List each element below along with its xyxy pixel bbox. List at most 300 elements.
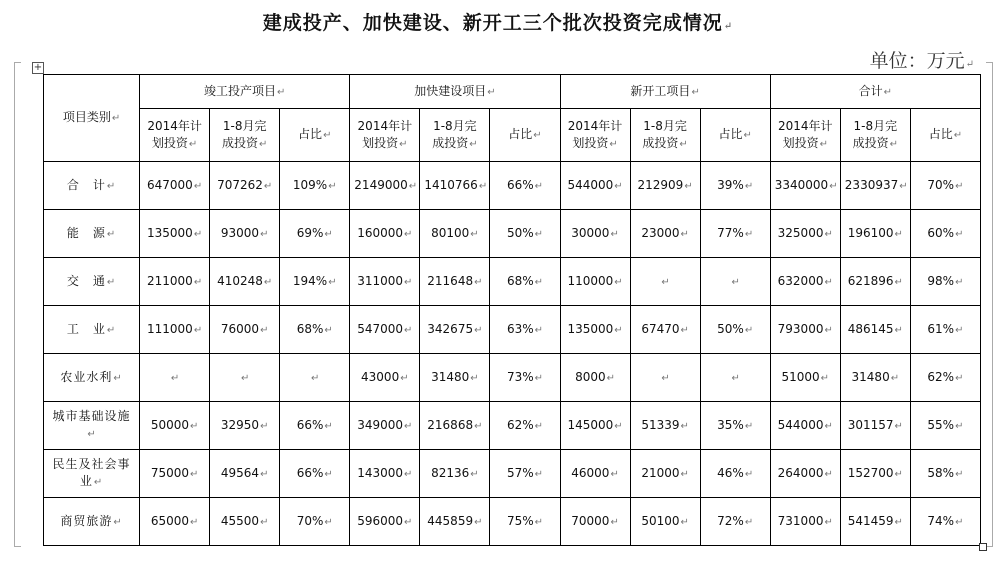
cell-text: 46% (717, 465, 744, 480)
value-cell (490, 354, 560, 402)
value-cell (420, 162, 490, 210)
paragraph-mark: ↵ (680, 516, 689, 528)
paragraph-mark: ↵ (260, 420, 269, 432)
cell-text: 349000 (357, 417, 404, 432)
value-cell (630, 162, 700, 210)
cell-text: 1-8月完 (222, 118, 267, 133)
cell-text: 35% (717, 417, 744, 432)
paragraph-mark: ↵ (829, 180, 838, 192)
paragraph-mark: ↵ (953, 130, 963, 141)
cell-text: 划投资 (782, 135, 819, 150)
paragraph-mark: ↵ (190, 420, 199, 432)
cell-text: 3340000 (774, 177, 829, 192)
cell-text: 211000 (147, 273, 193, 288)
paragraph-mark: ↵ (470, 228, 479, 240)
value-cell (630, 402, 700, 450)
paragraph-mark: ↵ (487, 86, 496, 98)
cell-text: 竣工投产项目 (203, 83, 276, 98)
value-cell (770, 498, 840, 546)
value-cell (700, 210, 770, 258)
paragraph-mark: ↵ (193, 276, 203, 288)
paragraph-mark: ↵ (324, 324, 333, 336)
cell-text: 342675 (427, 321, 474, 336)
cell-text: 69% (296, 225, 324, 240)
paragraph-mark: ↵ (731, 372, 740, 384)
cell-text: 547000 (357, 321, 404, 336)
paragraph-mark: ↵ (534, 516, 543, 528)
paragraph-mark: ↵ (404, 324, 413, 336)
cell-text: 2014年计 (357, 118, 413, 133)
paragraph-mark: ↵ (661, 372, 670, 384)
paragraph-mark: ↵ (324, 516, 333, 528)
paragraph-mark: ↵ (955, 276, 964, 288)
cell-text: 1-8月完 (433, 118, 477, 133)
cell-text: 能 源 (66, 225, 106, 240)
category-header (44, 75, 140, 162)
value-cell (420, 354, 490, 402)
value-cell (560, 450, 630, 498)
value-cell (210, 498, 280, 546)
paragraph-mark: ↵ (679, 138, 688, 150)
cell-text: 264000 (777, 465, 824, 480)
value-cell (910, 306, 980, 354)
table-row (44, 258, 981, 306)
value-cell (770, 258, 840, 306)
cell-text: 成投资 (852, 135, 889, 150)
paragraph-mark: ↵ (534, 468, 543, 480)
value-cell (770, 354, 840, 402)
cell-text: 合计 (858, 83, 883, 98)
paragraph-mark: ↵ (533, 130, 542, 141)
cell-text: 项目类别 (62, 110, 111, 124)
row-category (44, 402, 140, 450)
paragraph-mark: ↵ (399, 138, 408, 150)
cell-text: 46000 (571, 465, 610, 480)
paragraph-mark: ↵ (744, 516, 754, 528)
value-cell (350, 402, 420, 450)
paragraph-mark: ↵ (744, 324, 754, 336)
row-category (44, 258, 140, 306)
paragraph-mark: ↵ (470, 372, 479, 384)
value-cell (840, 402, 910, 450)
paragraph-mark: ↵ (955, 180, 964, 192)
value-cell (840, 498, 910, 546)
cell-text: 新开工项目 (630, 83, 691, 98)
cell-text: 50% (506, 225, 534, 240)
value-cell (490, 402, 560, 450)
cell-text: 31480 (431, 369, 470, 384)
cell-text: 212909 (637, 177, 684, 192)
row-category (44, 306, 140, 354)
value-cell (700, 258, 770, 306)
cell-text: 544000 (777, 417, 824, 432)
paragraph-mark: ↵ (474, 420, 483, 432)
paragraph-mark: ↵ (324, 228, 333, 240)
paragraph-mark: ↵ (883, 86, 893, 98)
cell-text: 45500 (220, 513, 260, 528)
row-category (44, 354, 140, 402)
cell-text: 160000 (357, 225, 404, 240)
cell-text: 75000 (150, 465, 189, 480)
cell-text: 加快建设项目 (414, 83, 487, 98)
paragraph-mark: ↵ (400, 372, 409, 384)
cell-text: 占比 (298, 127, 323, 141)
value-cell (560, 402, 630, 450)
cell-text: 793000 (777, 321, 824, 336)
cell-text: 73% (506, 369, 534, 384)
paragraph-mark: ↵ (744, 228, 754, 240)
paragraph-mark: ↵ (87, 429, 97, 440)
table-row (44, 402, 981, 450)
row-category (44, 498, 140, 546)
paragraph-mark: ↵ (323, 130, 332, 141)
cell-text: 51000 (781, 369, 820, 384)
cell-text: 216868 (427, 417, 474, 432)
value-cell (770, 306, 840, 354)
paragraph-mark: ↵ (404, 276, 413, 288)
paragraph-mark: ↵ (260, 324, 269, 336)
cell-text: 544000 (567, 177, 614, 192)
cell-text: 1410766 (424, 177, 478, 192)
paragraph-mark: ↵ (955, 420, 964, 432)
paragraph-mark: ↵ (190, 468, 199, 480)
cell-text: 135000 (567, 321, 614, 336)
value-cell (560, 210, 630, 258)
paragraph-mark: ↵ (955, 228, 964, 240)
cell-text: 152700 (847, 465, 894, 480)
cell-text: 成投资 (221, 135, 258, 150)
table-row (44, 498, 981, 546)
value-cell (770, 450, 840, 498)
cell-text: 2014年计 (567, 118, 623, 133)
value-cell (420, 498, 490, 546)
paragraph-mark: ↵ (820, 372, 830, 384)
paragraph-mark: ↵ (258, 138, 268, 150)
paragraph-mark: ↵ (324, 468, 333, 480)
cell-text: 647000 (147, 177, 193, 192)
cell-text: 196100 (847, 225, 894, 240)
cell-text: 410248 (217, 273, 263, 288)
table-resize-handle[interactable] (979, 543, 987, 551)
value-cell (840, 306, 910, 354)
table-row (44, 450, 981, 498)
table-move-handle[interactable]: + (33, 62, 43, 73)
cell-text: 占比 (508, 127, 533, 141)
paragraph-mark: ↵ (263, 276, 273, 288)
cell-text: 50000 (150, 417, 189, 432)
margin-bracket-right (986, 62, 993, 547)
cell-text: 合 计 (66, 177, 106, 192)
value-cell (280, 162, 350, 210)
value-cell (840, 450, 910, 498)
cell-text: 68% (296, 321, 324, 336)
paragraph-mark: ↵ (534, 420, 543, 432)
value-cell (280, 258, 350, 306)
group-header (350, 75, 560, 109)
cell-text: 70000 (571, 513, 610, 528)
sub-header (630, 109, 700, 162)
paragraph-mark: ↵ (614, 276, 623, 288)
cell-text: 2330937 (844, 177, 899, 192)
cell-text: 68% (506, 273, 534, 288)
value-cell (210, 306, 280, 354)
paragraph-mark: ↵ (824, 468, 833, 480)
cell-text: 57% (506, 465, 534, 480)
value-cell (210, 450, 280, 498)
paragraph-mark: ↵ (193, 180, 203, 192)
sub-header (770, 109, 840, 162)
paragraph-mark: ↵ (680, 324, 689, 336)
paragraph-mark: ↵ (469, 138, 478, 150)
cell-text: 93000 (220, 225, 260, 240)
cell-text: 49564 (220, 465, 260, 480)
paragraph-mark: ↵ (614, 420, 623, 432)
value-cell (490, 306, 560, 354)
paragraph-mark: ↵ (474, 516, 483, 528)
cell-text: 75% (506, 513, 534, 528)
cell-text: 2014年计 (777, 118, 833, 133)
value-cell (280, 354, 350, 402)
paragraph-mark: ↵ (404, 468, 413, 480)
paragraph-mark: ↵ (955, 324, 964, 336)
cell-text: 66% (296, 417, 324, 432)
paragraph-mark: ↵ (263, 180, 273, 192)
table-row (44, 306, 981, 354)
cell-text: 62% (506, 417, 534, 432)
paragraph-mark: ↵ (408, 180, 418, 192)
value-cell (280, 306, 350, 354)
cell-text: 55% (927, 417, 955, 432)
value-cell (210, 258, 280, 306)
paragraph-mark: ↵ (240, 372, 250, 384)
cell-text: 70% (927, 177, 955, 192)
value-cell (420, 306, 490, 354)
paragraph-mark: ↵ (534, 324, 543, 336)
row-category (44, 162, 140, 210)
paragraph-mark: ↵ (534, 180, 543, 192)
value-cell (630, 498, 700, 546)
cell-text: 民生及社会事业 (52, 457, 131, 488)
paragraph-mark: ↵ (609, 138, 618, 150)
value-cell (700, 306, 770, 354)
value-cell (560, 258, 630, 306)
cell-text: 2149000 (354, 177, 408, 192)
value-cell (280, 450, 350, 498)
value-cell (910, 498, 980, 546)
sub-header (840, 109, 910, 162)
value-cell (280, 402, 350, 450)
cell-text: 39% (717, 177, 744, 192)
value-cell (140, 354, 210, 402)
cell-text: 325000 (777, 225, 824, 240)
cell-text: 98% (927, 273, 955, 288)
paragraph-mark: ↵ (277, 86, 286, 98)
paragraph-mark: ↵ (311, 372, 320, 384)
cell-text: 31480 (851, 369, 890, 384)
value-cell (770, 402, 840, 450)
paragraph-mark: ↵ (691, 86, 700, 98)
header-sub-row (44, 109, 981, 162)
table-row (44, 210, 981, 258)
cell-text: 596000 (357, 513, 404, 528)
value-cell (420, 210, 490, 258)
paragraph-mark: ↵ (744, 180, 754, 192)
cell-text: 30000 (571, 225, 610, 240)
paragraph-mark: ↵ (474, 276, 483, 288)
value-cell (910, 402, 980, 450)
value-cell (840, 162, 910, 210)
margin-bracket-left (14, 62, 21, 547)
value-cell (140, 162, 210, 210)
paragraph-mark: ↵ (824, 228, 833, 240)
paragraph-mark: ↵ (188, 138, 198, 150)
paragraph-mark: ↵ (955, 468, 964, 480)
paragraph-mark: ↵ (470, 468, 479, 480)
sub-header (700, 109, 770, 162)
value-cell (490, 210, 560, 258)
value-cell (420, 450, 490, 498)
cell-text: 143000 (357, 465, 404, 480)
cell-text: 50100 (641, 513, 680, 528)
value-cell (140, 210, 210, 258)
paragraph-mark: ↵ (744, 420, 754, 432)
group-header (140, 75, 350, 109)
paragraph-mark: ↵ (534, 276, 543, 288)
paragraph-mark: ↵ (93, 477, 104, 488)
cell-text: 1-8月完 (643, 118, 687, 133)
paragraph-mark: ↵ (193, 228, 203, 240)
paragraph-mark: ↵ (606, 372, 616, 384)
paragraph-mark: ↵ (190, 516, 199, 528)
value-cell (350, 354, 420, 402)
investment-table (43, 74, 981, 546)
paragraph-mark: ↵ (894, 516, 903, 528)
paragraph-mark: ↵ (106, 276, 117, 288)
value-cell (630, 210, 700, 258)
paragraph-mark: ↵ (680, 420, 689, 432)
paragraph-mark: ↵ (534, 228, 543, 240)
paragraph-mark: ↵ (328, 276, 337, 288)
cell-text: 541459 (847, 513, 894, 528)
sub-header (280, 109, 350, 162)
paragraph-mark: ↵ (106, 228, 117, 240)
value-cell (140, 450, 210, 498)
paragraph-mark: ↵ (731, 276, 740, 288)
cell-text: 731000 (777, 513, 824, 528)
paragraph-mark: ↵ (113, 372, 123, 384)
value-cell (210, 162, 280, 210)
paragraph-mark: ↵ (894, 276, 903, 288)
value-cell (630, 258, 700, 306)
sub-header (350, 109, 420, 162)
value-cell (350, 162, 420, 210)
paragraph-mark: ↵ (610, 516, 619, 528)
value-cell (420, 258, 490, 306)
cell-text: 621896 (847, 273, 894, 288)
value-cell (490, 258, 560, 306)
cell-text: 135000 (147, 225, 193, 240)
paragraph-mark: ↵ (894, 324, 903, 336)
value-cell (140, 498, 210, 546)
paragraph-mark: ↵ (661, 276, 670, 288)
cell-text: 农业水利 (60, 369, 113, 384)
paragraph-mark: ↵ (819, 138, 828, 150)
paragraph-mark: ↵ (106, 324, 117, 336)
paragraph-mark: ↵ (824, 324, 833, 336)
cell-text: 66% (506, 177, 534, 192)
paragraph-mark: ↵ (404, 228, 413, 240)
value-cell (910, 450, 980, 498)
value-cell (700, 354, 770, 402)
paragraph-mark: ↵ (404, 420, 413, 432)
document-title: 建成投产、加快建设、新开工三个批次投资完成情况↵ (262, 12, 734, 34)
cell-text: 110000 (567, 273, 614, 288)
paragraph-mark: ↵ (894, 420, 903, 432)
cell-text: 城市基础设施 (52, 409, 131, 423)
cell-text: 划投资 (362, 135, 399, 150)
value-cell (560, 162, 630, 210)
paragraph-mark: ↵ (111, 113, 121, 124)
group-header (560, 75, 770, 109)
cell-text: 445859 (427, 513, 474, 528)
value-cell (910, 258, 980, 306)
paragraph-mark: ↵ (894, 228, 903, 240)
paragraph-mark: ↵ (824, 276, 833, 288)
value-cell (560, 306, 630, 354)
paragraph-mark: ↵ (899, 180, 908, 192)
paragraph-mark: ↵ (260, 516, 269, 528)
value-cell (560, 498, 630, 546)
sub-header (210, 109, 280, 162)
paragraph-mark: ↵ (474, 324, 483, 336)
paragraph-mark: ↵ (680, 228, 689, 240)
cell-text: 707262 (217, 177, 263, 192)
cell-text: 80100 (431, 225, 470, 240)
value-cell (700, 162, 770, 210)
cell-text: 60% (927, 225, 955, 240)
value-cell (910, 210, 980, 258)
cell-text: 632000 (777, 273, 824, 288)
value-cell (490, 498, 560, 546)
paragraph-mark: ↵ (894, 468, 903, 480)
cell-text: 51339 (641, 417, 680, 432)
cell-text: 划投资 (151, 135, 188, 150)
paragraph-mark: ↵ (890, 372, 900, 384)
paragraph-mark: ↵ (170, 372, 180, 384)
value-cell (280, 210, 350, 258)
paragraph-mark: ↵ (824, 420, 833, 432)
cell-text: 67470 (641, 321, 680, 336)
sub-header (490, 109, 560, 162)
cell-text: 76000 (220, 321, 260, 336)
sub-header (420, 109, 490, 162)
value-cell (840, 258, 910, 306)
header-group-row (44, 75, 981, 109)
value-cell (700, 450, 770, 498)
cell-text: 301157 (847, 417, 894, 432)
cell-text: 77% (717, 225, 744, 240)
value-cell (210, 402, 280, 450)
cell-text: 划投资 (572, 135, 609, 150)
cell-text: 82136 (431, 465, 470, 480)
cell-text: 72% (717, 513, 744, 528)
cell-text: 43000 (361, 369, 400, 384)
value-cell (140, 306, 210, 354)
paragraph-mark: ↵ (260, 228, 269, 240)
cell-text: 311000 (357, 273, 404, 288)
sub-header (560, 109, 630, 162)
paragraph-mark: ↵ (955, 516, 964, 528)
